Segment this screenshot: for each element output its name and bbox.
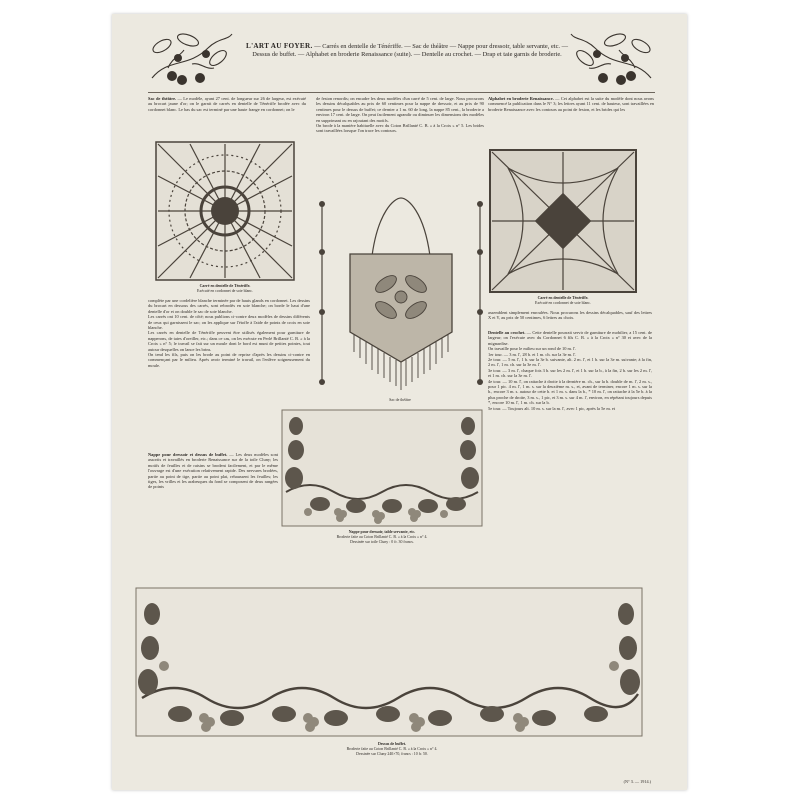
theatre-bag-illustration bbox=[316, 192, 486, 398]
caption-left-square-line1: Carré en dentelle de Ténériffe. bbox=[199, 284, 251, 288]
fruit-branch-ornament-left bbox=[148, 28, 234, 90]
text-dentelle-body: — Cette dentelle pourrait servir de garniture de mobilier, a 15 cent. de largeur; on l'exécute avec du Cordonnet 6 fils C. B. « à la Croix » n° 30 et avec de la mignardise. On travaille pour le milieu sur un rond de 10 m. l'. 1er tour. — 3 m. l', 28 b. et 1 m. ch. sur la 3e m. l'. 2e tour. — 5 m. l', 1 b. sur la 3e b. suivante, alt. 2 m. l', et 1 b. sur la 3e m. suivante; à la fin, 2 m. l', 1 m. ch. sur la 3e m. l'. 3e tour. — 3 m. l', chaque fois 3 b. sur les 2 m. l', et 1 b. sur la b., à la fin, 2 b. sur les 2 m. l', et 1 m. ch. sur la 3e m. l'. 4e tour. — 10 m. l', on rattache à droite à la dernière m. ch., sur la b. double de m. l', 2 m. s., pour 1 pic. 4 m. l', 1 m. s. sur la deuxième m. s., et, avant de terminer, encore 1 m. s. sur la b., encore 3 m. s. autour de cette b. et 1 m. s. dans la b., * 10 m. l', on rattache à la 5e b. à la plus proche de droite, 3 m. s., 1 pic, et 3 m. s. sur 4 m. l', environ, en répétant toujours depuis *, encore 10 m. l', 1 m. ch. sur la b. 5e tour. — Toujours alt. 10 m. s. sur la m. l', avec 1 pic, après la 5e m. et bbox=[488, 330, 652, 411]
text-sac-theatre bbox=[148, 96, 306, 112]
caption-nappe-line3: Dessinée sur toile Cluny : 0 fr. 30 francs. bbox=[350, 539, 414, 544]
header-title-rest: — Carrés en dentelle de Ténériffe. — Sac de théâtre — Nappe pour dressoir, table servante, etc. — Dessus de buffet. — Alphabet en broderie Renaissance (suite). — Dentelle au crochet. — Drap et taie garnis de broderie. bbox=[252, 43, 568, 59]
caption-nappe-line2: Broderie faite au Coton Brillanté C. B. « à la Croix » n° 4. bbox=[336, 534, 428, 539]
caption-buffet-line3: Dessinée sur Cluny 240×70, francs : 10 fr. 50. bbox=[356, 751, 428, 756]
caption-left-square bbox=[154, 284, 296, 294]
text-alphabet bbox=[488, 96, 654, 112]
caption-right-square-line2: Exécuté en cordonnet de soie blanc. bbox=[535, 300, 591, 305]
caption-buffet-line1: Dessus de buffet. bbox=[378, 742, 406, 746]
tenerife-lace-square-left bbox=[154, 140, 296, 282]
buffet-embroidery-illustration bbox=[134, 586, 644, 738]
heading-sac-theatre: Sac de théâtre. bbox=[148, 96, 177, 101]
text-dentelle bbox=[488, 330, 652, 411]
page-header bbox=[148, 24, 655, 93]
caption-nappe-line1: Nappe pour dressoir, table servante, etc. bbox=[348, 530, 416, 534]
text-sac-theatre-body: — Le modèle, ayant 27 cent. de longueur sur 26 de largeur, est exécuté au brocart jaune d'or; on le garnit de carrés en dentelle de Ténériffe brodée avec du cordonnet blanc. Le bas du sac est terminé par une haute frange en cordonnet; on le bbox=[148, 96, 306, 112]
caption-bag: Sac de théâtre bbox=[389, 398, 411, 402]
magazine-page bbox=[112, 14, 687, 790]
heading-nappe: Nappe pour dressoir et dessus de buffet. bbox=[148, 452, 228, 457]
text-nappe bbox=[148, 452, 278, 490]
text-nappe-body: — Les deux modèles sont assortis et travaillés en broderie Renaissance sur de la toile Cluny; les motifs de feuilles et de raisins se brodent facilement, et par le même l'ouvrage est d'une exécution relativement rapide. Des nervures brodées, partie au point de tige, partie au point plat, rehaussent les feuilles; les tiges, les vrilles et les arabesques du fond se composent de deux rangées de points bbox=[148, 452, 278, 490]
caption-left-square-line2: Exécuté en cordonnet de soie blanc. bbox=[197, 288, 253, 293]
tenerife-lace-square-right bbox=[488, 148, 638, 294]
caption-buffet bbox=[272, 742, 512, 756]
text-carres: complète par une cordelière blanche terminée par de hauts glands en cordonnet. Les dessins du brocart en dessous des carrés, sont rebrodés en soie blanche; on borde le haut d'une dentelle d'or et on double le sac de soie blanche. Les carrés ont 10 cent. de côté; nous publions ci-contre deux modèles de dessins différents de ceux qui garnissent le sac; on les applique sur l'étoffe à l'aide de points de croix en soie blanche. Les carrés en dentelle de Ténériffe peuvent être utilisés également pour garniture de napperons, de taies d'oreiller, etc.; dans ce cas, on les exécute en Perlé Brillanté C. B. « à la Croix » n° 5; le travail se fait sur un moule dont le bord est muni de petites pointes, tout autour desquelles on lance les brins. On tend les fils, puis on les brode au point de reprise d'après les dessins ci-contre en commençant par le milieu. Après avoir terminé le travail, on l'enlève soigneusement du moule. bbox=[148, 298, 310, 368]
caption-right-square-line1: Carré en dentelle de Ténériffe. bbox=[537, 296, 589, 300]
nappe-embroidery-illustration bbox=[280, 408, 484, 528]
caption-nappe bbox=[280, 530, 484, 544]
text-alphabet-end: assemblent simplement enroulées. Nous procurons les dessins décalquables, sauf des lettres X et Y, au prix de 50 centimes, 6 lettres au choix. bbox=[488, 310, 652, 321]
header-title bbox=[242, 42, 572, 60]
caption-right-square bbox=[488, 296, 638, 306]
text-middle-top: de feston renordis; on encadre les deux modèles d'un carré de 5 cent. de large. Nous procurons les dessins décalquables au prix de 60 centimes pour la nappe de dressoir, et au prix de 90 centimes pour le dessus de buffet; ce dernier a 1 m. 60 de long, la nappe 85 cent., la broderie a environ 17 cent. de large. On peut facilement agrandir ou diminuer les dimensions des modèles en supprimant ou en rajoutant des motifs. On brode à la manière habituelle avec du Coton Brillanté C. B. « à la Croix » n° 5. Les brides sont travaillées lorsque l'on trace les contours. bbox=[316, 96, 484, 134]
heading-alphabet: Alphabet en broderie Renaissance. bbox=[488, 96, 554, 101]
text-alphabet-body: — Cet alphabet est la suite du modèle dont nous avons commencé la publication dans le N° 3; les lettres ayant 11 cent. de hauteur, sont travaillées en broderie Renaissance avec les contours au point de feston, et les brides qui les bbox=[488, 96, 655, 112]
heading-dentelle: Dentelle au crochet. bbox=[488, 330, 526, 335]
fruit-branch-ornament-right bbox=[569, 28, 655, 90]
caption-buffet-line2: Broderie faite au Coton Brillanté C. B. « à la Croix » n° 4. bbox=[346, 746, 438, 751]
header-title-bold: L'ART AU FOYER. bbox=[245, 42, 313, 50]
page-number: (N° 3. — 1914.) bbox=[623, 779, 651, 784]
